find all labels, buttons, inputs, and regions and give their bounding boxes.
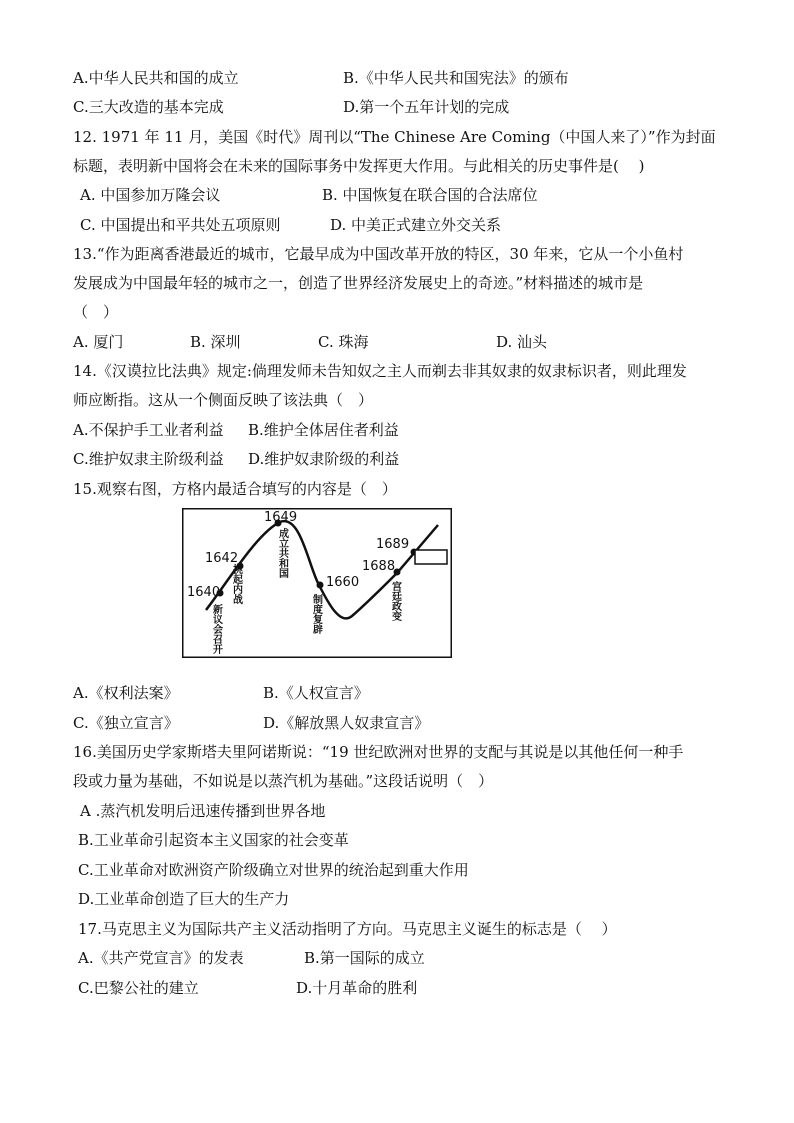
q14-option-c: C.维护奴隶主阶级利益 (73, 450, 224, 468)
year-label-1660: 1660 (326, 575, 360, 590)
q15-option-c: C.《独立宣言》 (73, 714, 179, 732)
q11-option-b: B.《中华人民共和国宪法》的颁布 (343, 69, 569, 87)
q14-option-d: D.维护奴隶阶级的利益 (248, 450, 400, 468)
event-label-1640: 新议会召开 (210, 604, 222, 654)
year-label-1642: 1642 (205, 551, 239, 566)
q13-option-c: C. 珠海 (318, 333, 369, 351)
q16-stem-line1: 16.美国历史学家斯塔夫里阿诺斯说：“19 世纪欧洲对世界的支配与其说是以其他任何一种手 (73, 743, 684, 761)
q12-option-a: A. 中国参加万隆会议 (80, 186, 221, 204)
q11-option-a: A.中华人民共和国的成立 (73, 69, 239, 87)
q17-stem: 17.马克思主义为国际共产主义活动指明了方向。马克思主义诞生的标志是（ ） (78, 920, 617, 938)
q17-option-b: B.第一国际的成立 (304, 949, 425, 967)
q13-stem-line1: 13.“作为距离香港最近的城市，它最早成为中国改革开放的特区，30 年来，它从一个小鱼村 (73, 245, 684, 263)
event-label-1688: 宫廷政变 (389, 581, 401, 621)
q11-option-d: D.第一个五年计划的完成 (343, 98, 510, 116)
event-label-1649: 成立共和国 (276, 528, 288, 578)
q14-option-b: B.维护全体居住者利益 (248, 421, 399, 439)
year-label-1649: 1649 (264, 510, 298, 525)
q16-option-b: B.工业革命引起资本主义国家的社会变革 (78, 831, 349, 849)
q15-stem: 15.观察右图，方格内最适合填写的内容是（ ） (73, 480, 397, 498)
q17-option-a: A.《共产党宣言》的发表 (78, 949, 244, 967)
q12-stem-line1: 12. 1971 年 11 月，美国《时代》周刊以“The Chinese Are Coming（中国人来了）”作为封面 (73, 128, 716, 146)
q17-option-c: C.巴黎公社的建立 (78, 979, 199, 997)
q12-option-d: D. 中美正式建立外交关系 (330, 216, 502, 234)
event-label-1660: 制度复辟 (310, 594, 322, 634)
q13-option-d: D. 汕头 (496, 333, 548, 351)
q14-stem-line1: 14.《汉谟拉比法典》规定:倘理发师未告知奴之主人而剃去非其奴隶的奴隶标识者，则此理发 (73, 362, 687, 380)
year-label-1688: 1688 (362, 559, 396, 574)
q16-option-a: A .蒸汽机发明后迅速传播到世界各地 (80, 802, 326, 820)
q11-option-c: C.三大改造的基本完成 (73, 98, 224, 116)
point-1660 (317, 582, 324, 589)
year-label-1689: 1689 (376, 537, 410, 552)
q16-stem-line2: 段或力量为基础，不如说是以蒸汽机为基础。”这段话说明（ ） (73, 772, 494, 790)
q17-option-d: D.十月革命的胜利 (296, 979, 418, 997)
q12-stem-line2: 标题，表明新中国将会在未来的国际事务中发挥更大作用。与此相关的历史事件是( ) (73, 157, 645, 175)
q16-option-d: D.工业革命创造了巨大的生产力 (78, 890, 290, 908)
q13-option-a: A. 厦门 (73, 333, 124, 351)
q14-option-a: A.不保护手工业者利益 (73, 421, 224, 439)
q16-option-c: C.工业革命对欧洲资产阶级确立对世界的统治起到重大作用 (78, 861, 469, 879)
q15-option-d: D.《解放黑人奴隶宣言》 (263, 714, 430, 732)
q14-stem-line2: 师应断指。这从一个侧面反映了该法典（ ） (73, 391, 374, 409)
q12-option-c: C. 中国提出和平共处五项原则 (80, 216, 281, 234)
q13-stem-line2: 发展成为中国最年轻的城市之一，创造了世界经济发展史上的奇迹。”材料描述的城市是 (73, 274, 644, 292)
english-revolution-timeline-figure (182, 508, 452, 658)
q12-option-b: B. 中国恢复在联合国的合法席位 (322, 186, 538, 204)
answer-blank-box (415, 550, 447, 564)
year-label-1640: 1640 (187, 585, 221, 600)
timeline-svg (182, 508, 452, 658)
q13-option-b: B. 深圳 (190, 333, 241, 351)
q13-stem-line3: （ ） (73, 303, 119, 321)
q15-option-a: A.《权利法案》 (73, 684, 179, 702)
q15-option-b: B.《人权宣言》 (263, 684, 369, 702)
event-label-1642: 挑起内战 (230, 564, 242, 604)
